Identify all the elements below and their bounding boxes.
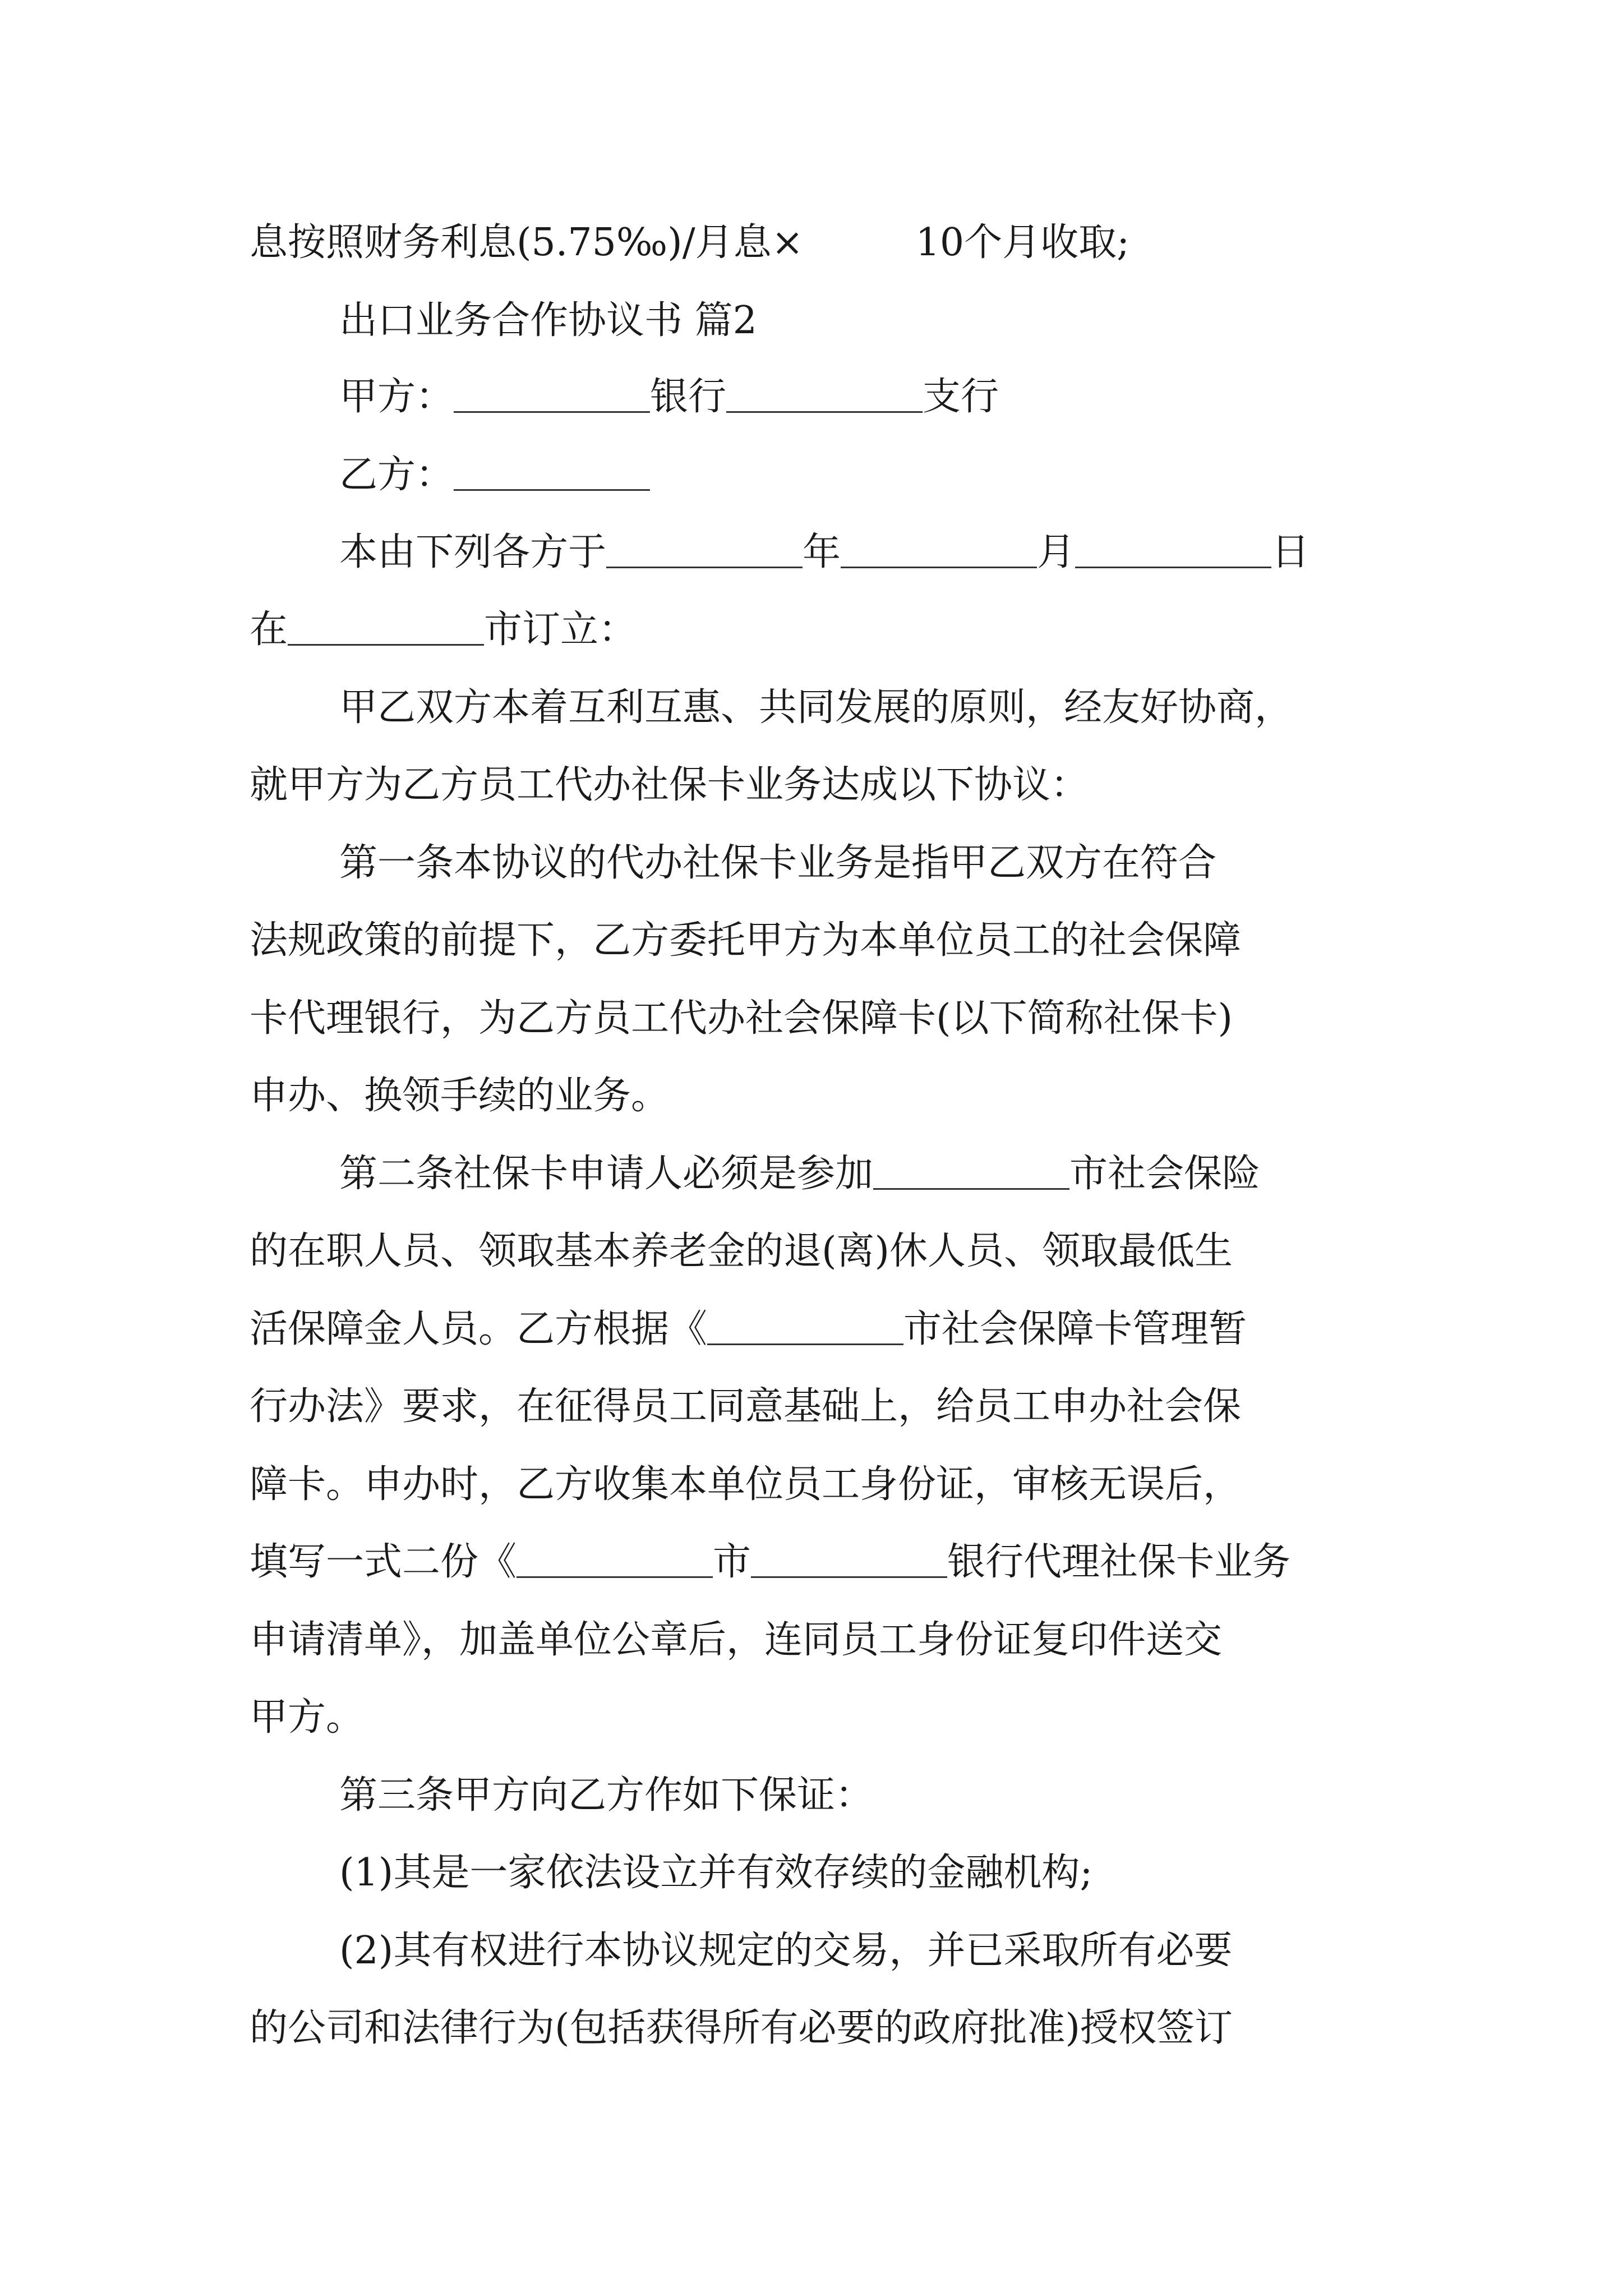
blank-field (454, 455, 650, 491)
blank-field (606, 533, 803, 568)
blank-field (726, 378, 923, 413)
text-line: 法规政策的前提下，乙方委托甲方为本单位员工的社会保障 (250, 918, 1242, 963)
text-line: 申请清单》，加盖单位公章后，连同员工身份证复印件送交 (250, 1618, 1223, 1662)
text-line: 甲方。 (250, 1695, 365, 1740)
blank-field (873, 1154, 1069, 1190)
text-line: 本由下列各方于 年 月 日 (339, 530, 1310, 574)
blank-field (288, 610, 484, 646)
text-line: 卡代理银行，为乙方员工代办社会保障卡(以下简称社保卡) (250, 996, 1233, 1041)
text-line: 乙方： (339, 447, 650, 503)
text-line: 甲乙双方本着互利互惠、共同发展的原则，经友好协商， (339, 685, 1293, 730)
blank-field (517, 1543, 713, 1578)
text-line: 甲方： 银行 支行 (339, 375, 999, 419)
section-heading: 出口业务合作协议书 篇2 (339, 298, 757, 343)
text-line: 的在职人员、领取基本养老金的退(离)休人员、领取最低生 (250, 1229, 1233, 1273)
blank-field (1075, 533, 1271, 568)
text-line: 申办、换领手续的业务。 (250, 1074, 670, 1118)
blank-field (751, 1543, 947, 1578)
text-line: 就甲方为乙方员工代办社保卡业务达成以下协议： (250, 763, 1089, 807)
text-line: 的公司和法律行为(包括获得所有必要的政府批准)授权签订 (250, 2006, 1233, 2050)
text-line: 活保障金人员。乙方根据《 市社会保障卡管理暂 (250, 1307, 1247, 1351)
text-line: 息按照财务利息(5.75‰)/月息× 10个月收取; (250, 220, 1130, 265)
text-line: 第三条甲方向乙方作如下保证： (339, 1773, 874, 1818)
text-line: (2)其有权进行本协议规定的交易，并已采取所有必要 (339, 1929, 1233, 1973)
text-line: 第一条本协议的代办社保卡业务是指甲乙双方在符合 (339, 841, 1217, 885)
text-line: 在 市订立： (250, 608, 637, 652)
text-line: 障卡。申办时，乙方收集本单位员工身份证，审核无误后， (250, 1462, 1242, 1507)
blank-field (841, 533, 1037, 568)
text-line: 填写一式二份《 市 银行代理社保卡业务 (250, 1540, 1291, 1584)
text-line: (1)其是一家依法设立并有效存续的金融机构; (339, 1851, 1093, 1895)
blank-field (454, 378, 650, 413)
text-line: 第二条社保卡申请人必须是参加 市社会保险 (339, 1152, 1261, 1196)
blank-field (707, 1310, 903, 1345)
text-line: 行办法》要求，在征得员工同意基础上，给员工申办社会保 (250, 1384, 1242, 1429)
